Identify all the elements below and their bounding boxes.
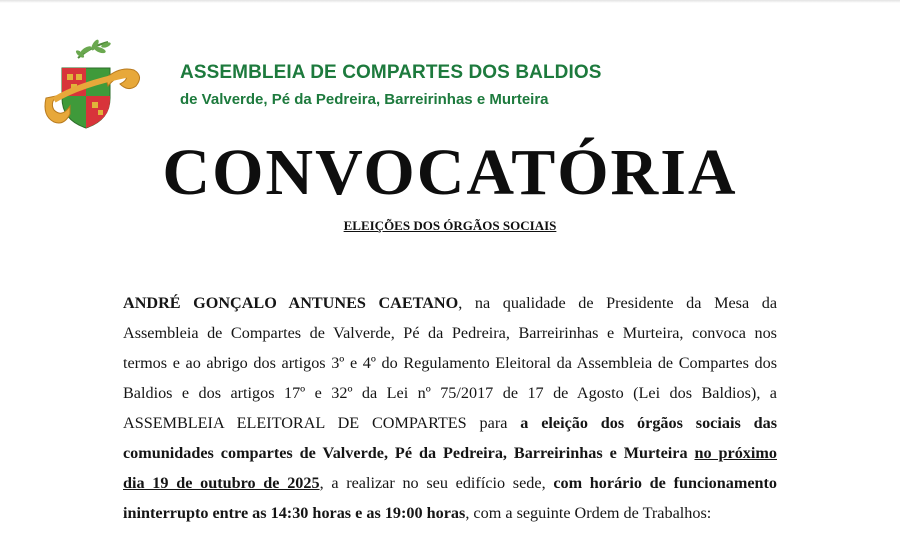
organization-locations: de Valverde, Pé da Pedreira, Barreirinhas e Murteira xyxy=(180,91,549,108)
president-name: ANDRÉ GONÇALO ANTUNES CAETANO xyxy=(123,294,459,312)
body-line-8: ininterrupto entre as 14:30 horas e as 19:00 horas, com a seguinte Ordem de Trabalhos: xyxy=(123,504,712,522)
election-date-part2: dia 19 de outubro de 2025 xyxy=(123,474,320,492)
page-top-edge xyxy=(0,0,900,3)
body-line-2: Assembleia de Compartes de Valverde, Pé da Pedreira, Barreirinhas e Murteira, convoca nos xyxy=(123,324,777,342)
body-line-1: ANDRÉ GONÇALO ANTUNES CAETANO, na qualidade de Presidente da Mesa da xyxy=(123,294,778,312)
organization-logo xyxy=(40,36,144,132)
body-line-5: ASSEMBLEIA ELEITORAL DE COMPARTES para a eleição dos órgãos sociais das xyxy=(123,414,777,432)
coat-of-arms-icon xyxy=(40,36,144,132)
body-line-7: dia 19 de outubro de 2025, a realizar no seu edifício sede, com horário de funcionamento xyxy=(123,474,777,492)
document-title: CONVOCATÓRIA xyxy=(162,136,738,209)
organization-name: ASSEMBLEIA DE COMPARTES DOS BALDIOS xyxy=(180,62,602,83)
body-line-4: Baldios e dos artigos 17º e 32º da Lei nº 75/2017 de 17 de Agosto (Lei dos Baldios), a xyxy=(123,384,777,402)
body-line-6: comunidades compartes de Valverde, Pé da Pedreira, Barreirinhas e Murteira no próximo xyxy=(123,444,777,462)
election-date-part1: no próximo xyxy=(694,444,777,462)
body-line-3: termos e ao abrigo dos artigos 3º e 4º do Regulamento Eleitoral da Assembleia de Compartes dos xyxy=(123,354,777,372)
convocation-body xyxy=(123,288,777,528)
opening-hours: ininterrupto entre as 14:30 horas e as 19:00 horas xyxy=(123,504,466,522)
document-subtitle: ELEIÇÕES DOS ÓRGÃOS SOCIAIS xyxy=(343,218,557,233)
